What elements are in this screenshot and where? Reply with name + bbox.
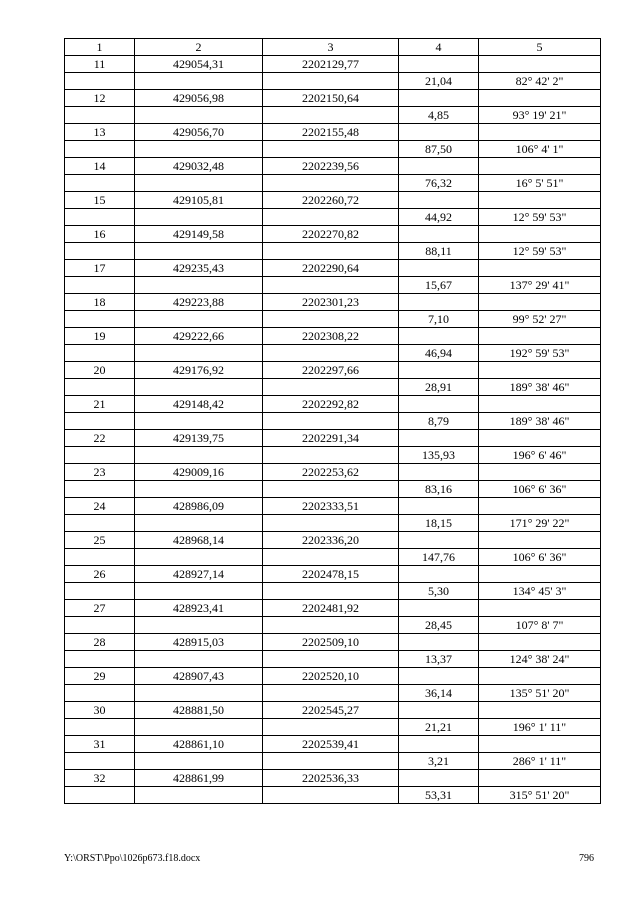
point-number-cell: 21 (65, 396, 135, 413)
y-coordinate-cell: 2202539,41 (263, 736, 399, 753)
empty-cell (263, 447, 399, 464)
direction-angle-cell: 107° 8' 7" (479, 617, 601, 634)
empty-cell (479, 430, 601, 447)
header-cell: 3 (263, 39, 399, 56)
segment-length-cell: 44,92 (399, 209, 479, 226)
empty-cell (65, 719, 135, 736)
x-coordinate-cell: 429223,88 (135, 294, 263, 311)
y-coordinate-cell: 2202308,22 (263, 328, 399, 345)
x-coordinate-cell: 429222,66 (135, 328, 263, 345)
empty-cell (263, 753, 399, 770)
empty-cell (263, 651, 399, 668)
empty-cell (399, 532, 479, 549)
empty-cell (479, 56, 601, 73)
empty-cell (399, 226, 479, 243)
point-row (65, 362, 601, 379)
header-cell: 5 (479, 39, 601, 56)
empty-cell (479, 770, 601, 787)
direction-angle-cell: 196° 1' 11" (479, 719, 601, 736)
point-row (65, 566, 601, 583)
segment-length-cell: 147,76 (399, 549, 479, 566)
x-coordinate-cell: 429056,98 (135, 90, 263, 107)
segment-length-cell: 15,67 (399, 277, 479, 294)
segment-row (65, 583, 601, 600)
segment-row (65, 515, 601, 532)
empty-cell (479, 124, 601, 141)
empty-cell (65, 73, 135, 90)
x-coordinate-cell: 428861,99 (135, 770, 263, 787)
segment-row (65, 141, 601, 158)
point-number-cell: 29 (65, 668, 135, 685)
empty-cell (479, 600, 601, 617)
segment-length-cell: 28,91 (399, 379, 479, 396)
empty-cell (479, 702, 601, 719)
x-coordinate-cell: 429139,75 (135, 430, 263, 447)
point-number-cell: 17 (65, 260, 135, 277)
empty-cell (479, 226, 601, 243)
point-number-cell: 18 (65, 294, 135, 311)
empty-cell (263, 617, 399, 634)
segment-length-cell: 36,14 (399, 685, 479, 702)
empty-cell (135, 73, 263, 90)
point-row (65, 600, 601, 617)
direction-angle-cell: 137° 29' 41" (479, 277, 601, 294)
empty-cell (399, 634, 479, 651)
empty-cell (65, 175, 135, 192)
y-coordinate-cell: 2202291,34 (263, 430, 399, 447)
segment-row (65, 447, 601, 464)
segment-length-cell: 46,94 (399, 345, 479, 362)
segment-row (65, 243, 601, 260)
empty-cell (479, 498, 601, 515)
empty-cell (65, 583, 135, 600)
segment-length-cell: 76,32 (399, 175, 479, 192)
segment-length-cell: 83,16 (399, 481, 479, 498)
empty-cell (135, 277, 263, 294)
point-row (65, 430, 601, 447)
segment-row (65, 379, 601, 396)
point-row (65, 634, 601, 651)
point-row (65, 770, 601, 787)
empty-cell (399, 158, 479, 175)
point-row (65, 396, 601, 413)
point-row (65, 702, 601, 719)
x-coordinate-cell: 429056,70 (135, 124, 263, 141)
header-row (65, 39, 601, 56)
y-coordinate-cell: 2202155,48 (263, 124, 399, 141)
segment-length-cell: 28,45 (399, 617, 479, 634)
empty-cell (399, 498, 479, 515)
empty-cell (65, 787, 135, 804)
direction-angle-cell: 93° 19' 21" (479, 107, 601, 124)
segment-length-cell: 3,21 (399, 753, 479, 770)
empty-cell (263, 107, 399, 124)
point-number-cell: 11 (65, 56, 135, 73)
segment-length-cell: 5,30 (399, 583, 479, 600)
empty-cell (65, 107, 135, 124)
empty-cell (263, 413, 399, 430)
empty-cell (135, 243, 263, 260)
segment-row (65, 753, 601, 770)
empty-cell (399, 396, 479, 413)
empty-cell (263, 209, 399, 226)
y-coordinate-cell: 2202536,33 (263, 770, 399, 787)
segment-length-cell: 88,11 (399, 243, 479, 260)
empty-cell (399, 124, 479, 141)
empty-cell (479, 464, 601, 481)
empty-cell (263, 719, 399, 736)
point-number-cell: 16 (65, 226, 135, 243)
empty-cell (65, 413, 135, 430)
empty-cell (263, 685, 399, 702)
empty-cell (65, 481, 135, 498)
empty-cell (263, 311, 399, 328)
y-coordinate-cell: 2202239,56 (263, 158, 399, 175)
empty-cell (135, 583, 263, 600)
direction-angle-cell: 315° 51' 20" (479, 787, 601, 804)
point-number-cell: 19 (65, 328, 135, 345)
point-number-cell: 28 (65, 634, 135, 651)
y-coordinate-cell: 2202290,64 (263, 260, 399, 277)
segment-length-cell: 21,04 (399, 73, 479, 90)
direction-angle-cell: 189° 38' 46" (479, 379, 601, 396)
segment-row (65, 481, 601, 498)
header-cell: 2 (135, 39, 263, 56)
empty-cell (263, 379, 399, 396)
empty-cell (135, 107, 263, 124)
empty-cell (65, 685, 135, 702)
segment-row (65, 107, 601, 124)
empty-cell (479, 566, 601, 583)
segment-length-cell: 21,21 (399, 719, 479, 736)
empty-cell (399, 464, 479, 481)
y-coordinate-cell: 2202333,51 (263, 498, 399, 515)
empty-cell (263, 73, 399, 90)
direction-angle-cell: 124° 38' 24" (479, 651, 601, 668)
empty-cell (65, 277, 135, 294)
segment-row (65, 413, 601, 430)
empty-cell (479, 736, 601, 753)
x-coordinate-cell: 428923,41 (135, 600, 263, 617)
x-coordinate-cell: 429054,31 (135, 56, 263, 73)
empty-cell (399, 600, 479, 617)
empty-cell (65, 753, 135, 770)
direction-angle-cell: 192° 59' 53" (479, 345, 601, 362)
empty-cell (135, 685, 263, 702)
point-row (65, 158, 601, 175)
empty-cell (399, 56, 479, 73)
y-coordinate-cell: 2202478,15 (263, 566, 399, 583)
empty-cell (479, 396, 601, 413)
empty-cell (135, 175, 263, 192)
segment-row (65, 617, 601, 634)
segment-length-cell: 7,10 (399, 311, 479, 328)
empty-cell (135, 651, 263, 668)
point-row (65, 668, 601, 685)
segment-row (65, 175, 601, 192)
empty-cell (263, 481, 399, 498)
y-coordinate-cell: 2202270,82 (263, 226, 399, 243)
segment-length-cell: 18,15 (399, 515, 479, 532)
empty-cell (263, 515, 399, 532)
direction-angle-cell: 12° 59' 53" (479, 243, 601, 260)
y-coordinate-cell: 2202545,27 (263, 702, 399, 719)
empty-cell (65, 447, 135, 464)
segment-row (65, 719, 601, 736)
point-number-cell: 23 (65, 464, 135, 481)
direction-angle-cell: 12° 59' 53" (479, 209, 601, 226)
empty-cell (263, 583, 399, 600)
empty-cell (65, 209, 135, 226)
empty-cell (399, 736, 479, 753)
empty-cell (399, 566, 479, 583)
point-row (65, 56, 601, 73)
point-row (65, 498, 601, 515)
point-number-cell: 24 (65, 498, 135, 515)
point-number-cell: 15 (65, 192, 135, 209)
y-coordinate-cell: 2202297,66 (263, 362, 399, 379)
empty-cell (65, 617, 135, 634)
segment-length-cell: 4,85 (399, 107, 479, 124)
empty-cell (65, 379, 135, 396)
point-number-cell: 20 (65, 362, 135, 379)
direction-angle-cell: 171° 29' 22" (479, 515, 601, 532)
segment-row (65, 311, 601, 328)
empty-cell (135, 209, 263, 226)
empty-cell (479, 90, 601, 107)
empty-cell (479, 158, 601, 175)
segment-row (65, 685, 601, 702)
empty-cell (399, 430, 479, 447)
empty-cell (399, 362, 479, 379)
direction-angle-cell: 106° 6' 36" (479, 481, 601, 498)
empty-cell (135, 481, 263, 498)
point-row (65, 192, 601, 209)
empty-cell (399, 702, 479, 719)
point-number-cell: 22 (65, 430, 135, 447)
footer-file-path: Y:\ORST\Ppo\1026p673.f18.docx (64, 853, 201, 864)
y-coordinate-cell: 2202260,72 (263, 192, 399, 209)
x-coordinate-cell: 429148,42 (135, 396, 263, 413)
y-coordinate-cell: 2202481,92 (263, 600, 399, 617)
point-number-cell: 13 (65, 124, 135, 141)
direction-angle-cell: 286° 1' 11" (479, 753, 601, 770)
point-number-cell: 30 (65, 702, 135, 719)
segment-row (65, 73, 601, 90)
y-coordinate-cell: 2202129,77 (263, 56, 399, 73)
empty-cell (135, 379, 263, 396)
x-coordinate-cell: 428915,03 (135, 634, 263, 651)
point-row (65, 328, 601, 345)
empty-cell (135, 617, 263, 634)
segment-row (65, 651, 601, 668)
segment-row (65, 345, 601, 362)
x-coordinate-cell: 429009,16 (135, 464, 263, 481)
empty-cell (399, 770, 479, 787)
empty-cell (65, 549, 135, 566)
empty-cell (479, 362, 601, 379)
coordinates-table (64, 38, 601, 804)
segment-length-cell: 87,50 (399, 141, 479, 158)
direction-angle-cell: 82° 42' 2" (479, 73, 601, 90)
empty-cell (399, 668, 479, 685)
empty-cell (479, 192, 601, 209)
coordinates-table-body (65, 39, 601, 804)
segment-row (65, 277, 601, 294)
y-coordinate-cell: 2202509,10 (263, 634, 399, 651)
segment-length-cell: 135,93 (399, 447, 479, 464)
point-row (65, 464, 601, 481)
empty-cell (135, 719, 263, 736)
y-coordinate-cell: 2202520,10 (263, 668, 399, 685)
empty-cell (135, 311, 263, 328)
direction-angle-cell: 16° 5' 51" (479, 175, 601, 192)
point-number-cell: 31 (65, 736, 135, 753)
empty-cell (263, 549, 399, 566)
empty-cell (399, 294, 479, 311)
empty-cell (399, 328, 479, 345)
point-row (65, 260, 601, 277)
empty-cell (263, 141, 399, 158)
segment-row (65, 209, 601, 226)
empty-cell (479, 668, 601, 685)
point-number-cell: 26 (65, 566, 135, 583)
y-coordinate-cell: 2202292,82 (263, 396, 399, 413)
y-coordinate-cell: 2202301,23 (263, 294, 399, 311)
segment-length-cell: 13,37 (399, 651, 479, 668)
empty-cell (135, 447, 263, 464)
point-row (65, 124, 601, 141)
empty-cell (135, 787, 263, 804)
header-cell: 1 (65, 39, 135, 56)
direction-angle-cell: 134° 45' 3" (479, 583, 601, 600)
x-coordinate-cell: 428927,14 (135, 566, 263, 583)
empty-cell (65, 311, 135, 328)
empty-cell (135, 141, 263, 158)
empty-cell (263, 175, 399, 192)
empty-cell (135, 515, 263, 532)
empty-cell (479, 328, 601, 345)
empty-cell (65, 345, 135, 362)
empty-cell (479, 634, 601, 651)
empty-cell (65, 651, 135, 668)
x-coordinate-cell: 429149,58 (135, 226, 263, 243)
y-coordinate-cell: 2202336,20 (263, 532, 399, 549)
footer-page-number: 796 (579, 853, 594, 864)
empty-cell (135, 413, 263, 430)
empty-cell (65, 141, 135, 158)
point-row (65, 294, 601, 311)
y-coordinate-cell: 2202253,62 (263, 464, 399, 481)
direction-angle-cell: 196° 6' 46" (479, 447, 601, 464)
point-number-cell: 27 (65, 600, 135, 617)
segment-row (65, 549, 601, 566)
empty-cell (65, 243, 135, 260)
empty-cell (135, 753, 263, 770)
empty-cell (135, 345, 263, 362)
point-number-cell: 32 (65, 770, 135, 787)
empty-cell (263, 243, 399, 260)
x-coordinate-cell: 428968,14 (135, 532, 263, 549)
point-row (65, 226, 601, 243)
x-coordinate-cell: 429176,92 (135, 362, 263, 379)
point-number-cell: 14 (65, 158, 135, 175)
direction-angle-cell: 106° 4' 1" (479, 141, 601, 158)
x-coordinate-cell: 428986,09 (135, 498, 263, 515)
segment-length-cell: 8,79 (399, 413, 479, 430)
empty-cell (399, 260, 479, 277)
header-cell: 4 (399, 39, 479, 56)
direction-angle-cell: 135° 51' 20" (479, 685, 601, 702)
point-row (65, 736, 601, 753)
empty-cell (65, 515, 135, 532)
x-coordinate-cell: 429105,81 (135, 192, 263, 209)
x-coordinate-cell: 428881,50 (135, 702, 263, 719)
empty-cell (263, 277, 399, 294)
empty-cell (263, 787, 399, 804)
empty-cell (263, 345, 399, 362)
point-number-cell: 12 (65, 90, 135, 107)
direction-angle-cell: 99° 52' 27" (479, 311, 601, 328)
point-row (65, 532, 601, 549)
empty-cell (479, 294, 601, 311)
empty-cell (399, 90, 479, 107)
point-row (65, 90, 601, 107)
empty-cell (479, 260, 601, 277)
direction-angle-cell: 106° 6' 36" (479, 549, 601, 566)
segment-row (65, 787, 601, 804)
empty-cell (135, 549, 263, 566)
x-coordinate-cell: 428907,43 (135, 668, 263, 685)
segment-length-cell: 53,31 (399, 787, 479, 804)
x-coordinate-cell: 429032,48 (135, 158, 263, 175)
direction-angle-cell: 189° 38' 46" (479, 413, 601, 430)
y-coordinate-cell: 2202150,64 (263, 90, 399, 107)
empty-cell (479, 532, 601, 549)
point-number-cell: 25 (65, 532, 135, 549)
empty-cell (399, 192, 479, 209)
x-coordinate-cell: 428861,10 (135, 736, 263, 753)
x-coordinate-cell: 429235,43 (135, 260, 263, 277)
